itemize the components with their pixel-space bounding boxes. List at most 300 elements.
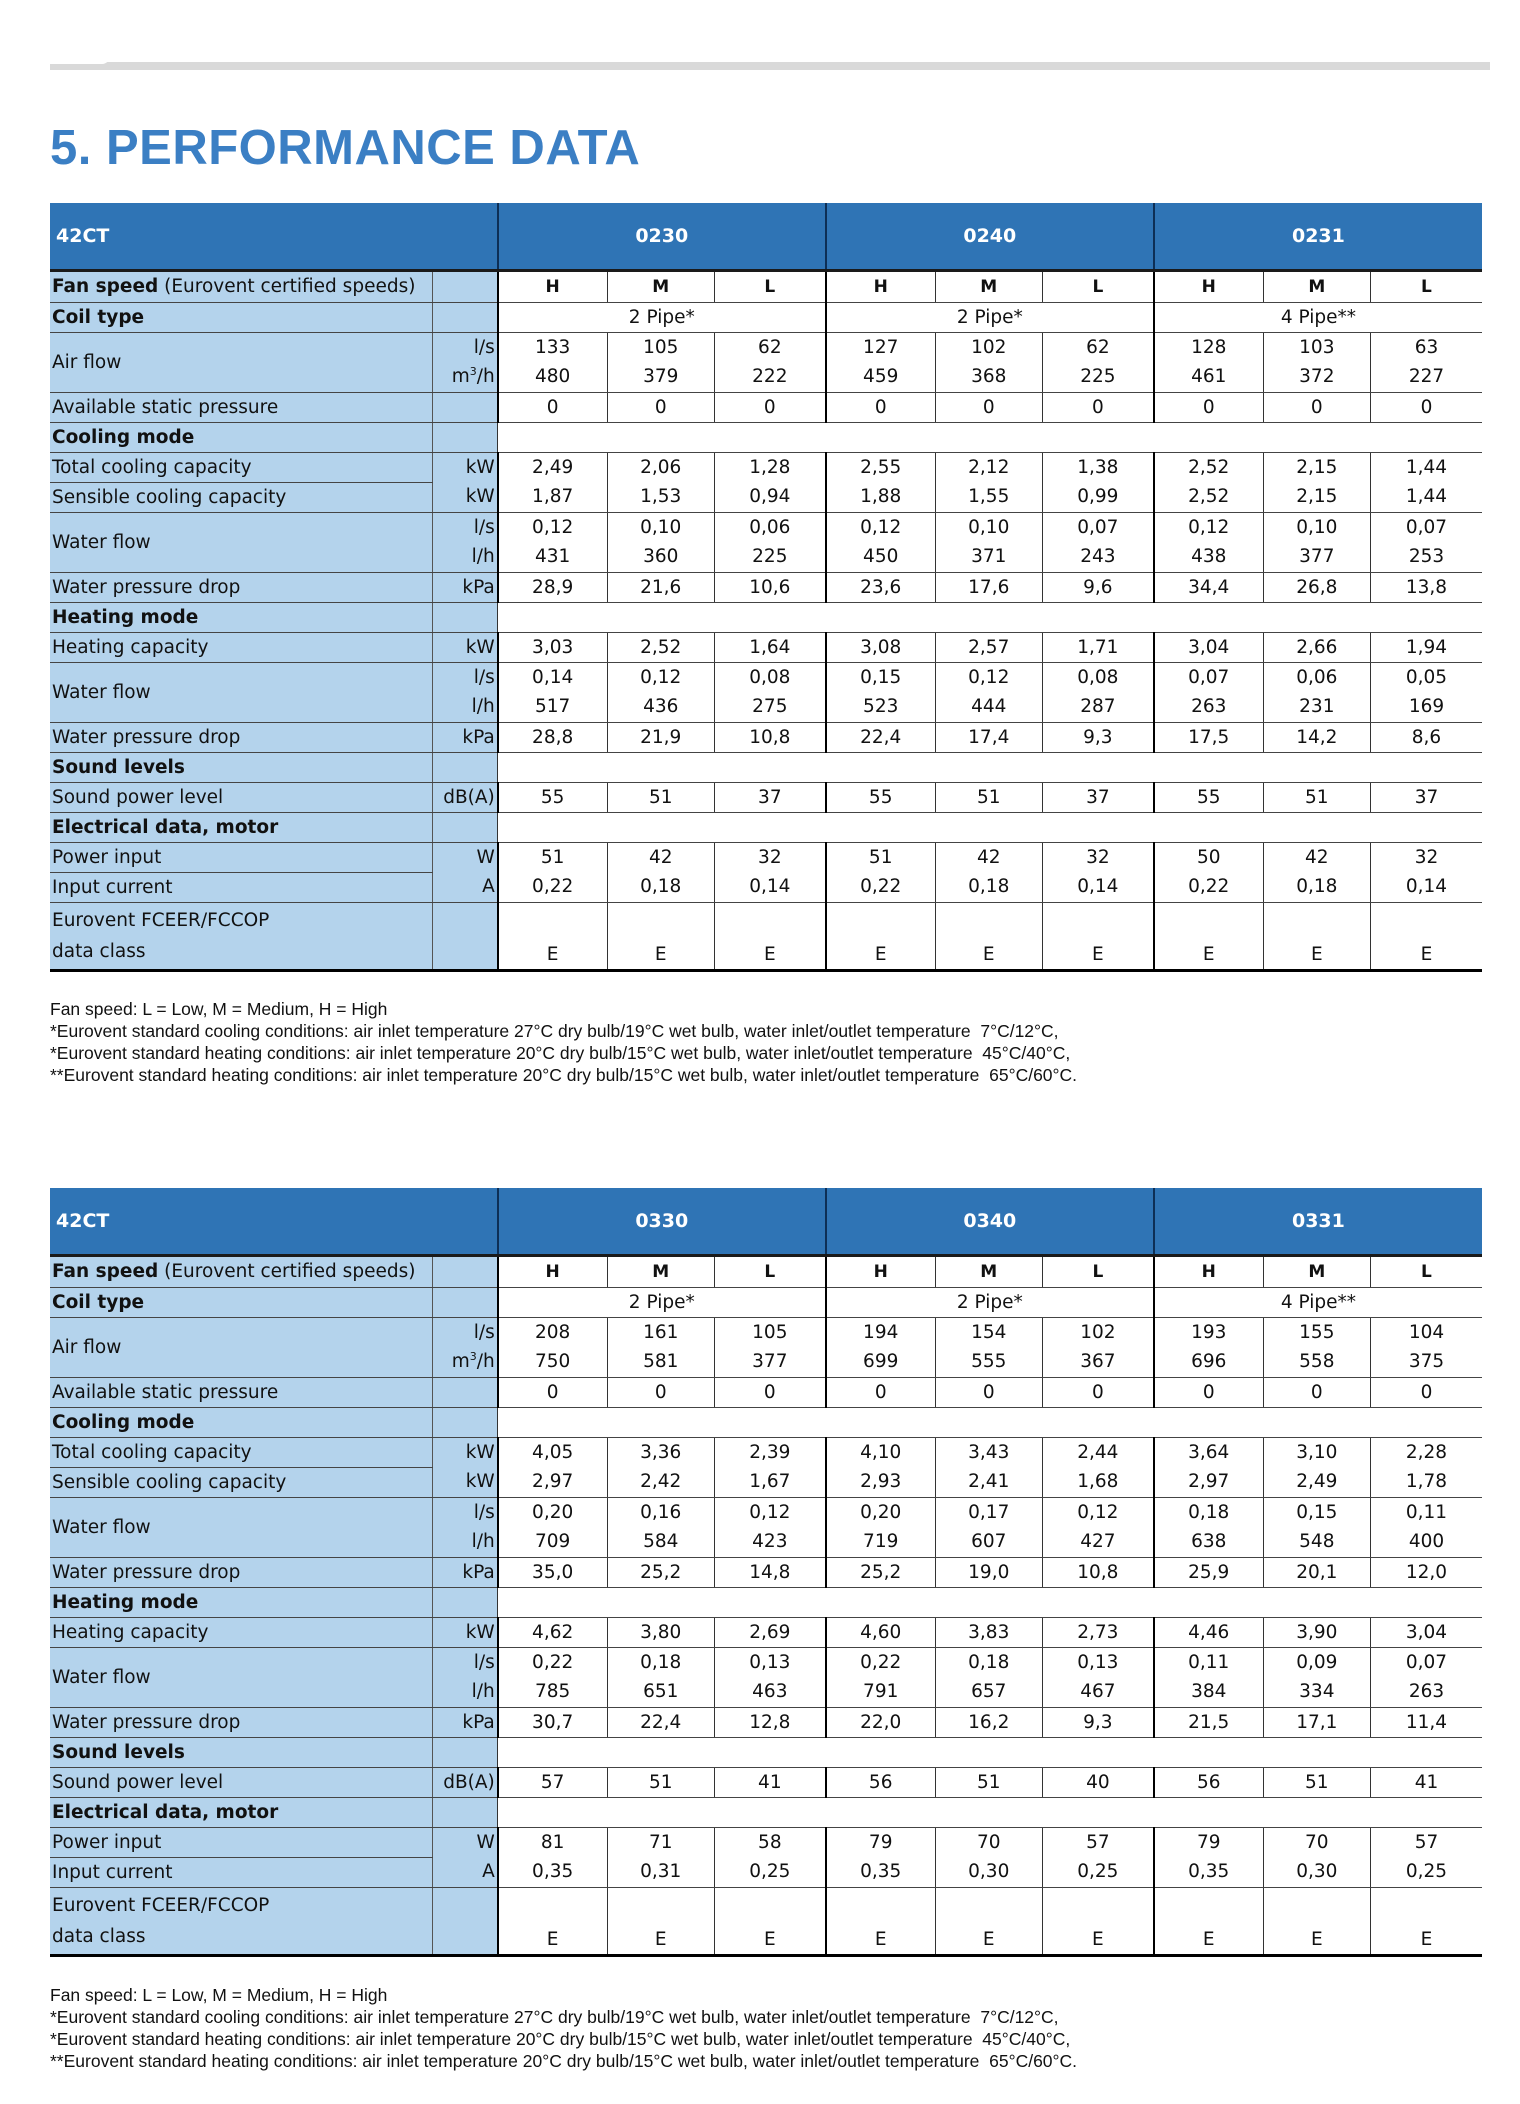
value-cell: 25,9 [1154,1557,1263,1587]
value-cell: 3,08 [826,632,935,662]
value-cell: E [935,1887,1042,1955]
footnotes [50,1984,1077,2072]
unit-cell: W [433,1827,498,1857]
row-label: Total cooling capacity [50,1437,433,1467]
coil-type-cell: 2 Pipe* [826,1287,1154,1317]
value-cell: 0,99 [1042,482,1153,512]
value-cell: 0,35 [826,1857,935,1887]
value-cell: 2,39 [714,1437,825,1467]
unit-cell: dB(A) [433,1767,498,1797]
unit-cell: A [433,872,498,902]
value-cell: 225 [1042,362,1153,392]
unit-cell [433,902,498,970]
performance-table [50,203,1482,972]
unit-cell: l/s [433,1317,498,1347]
value-cell: 696 [1154,1347,1263,1377]
row-label: Fan speed (Eurovent certified speeds) [50,1257,433,1287]
footnote: Fan speed: L = Low, M = Medium, H = High [50,1985,388,2005]
value-cell: 32 [1042,842,1153,872]
unit-cell [433,812,498,842]
value-cell: 0,20 [498,1497,607,1527]
value-cell: 0,30 [1263,1857,1370,1887]
table-row [50,722,1482,752]
value-cell: 0,22 [498,1647,607,1677]
section-label: Sound levels [50,1737,433,1767]
speed-cell: L [1042,272,1153,302]
unit-cell [433,392,498,422]
table-row [50,1437,1482,1467]
value-cell: 62 [1042,332,1153,362]
value-cell: 0,12 [714,1497,825,1527]
unit-cell [433,422,498,452]
section-row [50,422,1482,452]
value-cell: 0,35 [1154,1857,1263,1887]
value-cell: 0,08 [1042,662,1153,692]
unit-cell: l/s [433,1647,498,1677]
row-label: Sensible cooling capacity [50,482,433,512]
value-cell: 0 [1154,1377,1263,1407]
value-cell: E [607,902,714,970]
value-cell: 517 [498,692,607,722]
value-cell: 2,44 [1042,1437,1153,1467]
row-label: Water pressure drop [50,722,433,752]
coil-type-cell: 4 Pipe** [1154,1287,1482,1317]
value-cell: 450 [826,542,935,572]
value-cell: E [1042,1887,1153,1955]
value-cell: 0,17 [935,1497,1042,1527]
value-cell: 0 [826,1377,935,1407]
row-label: Water flow [50,662,433,722]
value-cell: 63 [1370,332,1482,362]
value-cell: 40 [1042,1767,1153,1797]
value-cell: 17,5 [1154,722,1263,752]
value-cell: 21,9 [607,722,714,752]
row-label: Eurovent FCEER/FCCOP data class [50,1887,433,1955]
value-cell: 0,31 [607,1857,714,1887]
row-label: Heating capacity [50,632,433,662]
unit-cell [433,1407,498,1437]
value-cell: 467 [1042,1677,1153,1707]
table-row [50,842,1482,872]
speed-cell: H [826,272,935,302]
unit-cell [433,302,498,332]
speed-cell: H [498,272,607,302]
value-cell: 0 [607,1377,714,1407]
speed-cell: H [1154,272,1263,302]
value-cell: 0 [714,392,825,422]
value-cell: 0,13 [1042,1647,1153,1677]
unit-cell: l/s [433,332,498,362]
value-cell: 3,43 [935,1437,1042,1467]
coil-type-cell: 2 Pipe* [826,302,1154,332]
value-cell: 0,10 [935,512,1042,542]
value-cell: 103 [1263,332,1370,362]
value-cell: 10,6 [714,572,825,602]
value-cell: 0,12 [1154,512,1263,542]
value-cell: 12,8 [714,1707,825,1737]
value-cell: 51 [1263,782,1370,812]
value-cell: 243 [1042,542,1153,572]
table-row [50,572,1482,602]
value-cell: 638 [1154,1527,1263,1557]
row-label: Power input [50,1827,433,1857]
row-label: Water flow [50,512,433,572]
model-header: 0330 [498,1188,826,1254]
value-cell: 375 [1370,1347,1482,1377]
value-cell: 127 [826,332,935,362]
header-rule [50,62,1490,70]
row-label: Water flow [50,1647,433,1707]
value-cell: 2,49 [1263,1467,1370,1497]
value-cell: 2,41 [935,1467,1042,1497]
model-label: 42CT [50,203,498,269]
table-row [50,902,1482,970]
value-cell: 42 [607,842,714,872]
value-cell: 584 [607,1527,714,1557]
value-cell: 70 [1263,1827,1370,1857]
value-cell: 133 [498,332,607,362]
value-cell: 2,28 [1370,1437,1482,1467]
value-cell: 719 [826,1527,935,1557]
unit-cell: $m^3/h$ [433,1347,498,1377]
section-label: Heating mode [50,602,433,632]
value-cell: E [498,1887,607,1955]
value-cell: 1,88 [826,482,935,512]
row-label: Sound power level [50,782,433,812]
section-label: Heating mode [50,1587,433,1617]
value-cell: 0,12 [1042,1497,1153,1527]
coil-type-cell: 2 Pipe* [498,1287,826,1317]
value-cell: 9,3 [1042,722,1153,752]
value-cell: 23,6 [826,572,935,602]
value-cell: 0,94 [714,482,825,512]
value-cell: E [1263,902,1370,970]
empty-cell [498,1797,1482,1827]
speed-cell: M [935,1257,1042,1287]
value-cell: 400 [1370,1527,1482,1557]
unit-cell [433,1797,498,1827]
row-label: Coil type [50,302,433,332]
table-row [50,1707,1482,1737]
value-cell: E [498,902,607,970]
unit-cell: l/h [433,1527,498,1557]
table-row [50,662,1482,692]
value-cell: 50 [1154,842,1263,872]
value-cell: 444 [935,692,1042,722]
value-cell: 26,8 [1263,572,1370,602]
value-cell: 194 [826,1317,935,1347]
coil-type-cell: 2 Pipe* [498,302,826,332]
section-row [50,1407,1482,1437]
value-cell: 0,25 [1370,1857,1482,1887]
unit-cell: kPa [433,722,498,752]
value-cell: 431 [498,542,607,572]
value-cell: 14,2 [1263,722,1370,752]
unit-cell: kW [433,452,498,482]
value-cell: 0,09 [1263,1647,1370,1677]
value-cell: 377 [714,1347,825,1377]
value-cell: E [1370,902,1482,970]
value-cell: 155 [1263,1317,1370,1347]
section-label: Electrical data, motor [50,1797,433,1827]
performance-table [50,1188,1482,1957]
section-row [50,602,1482,632]
value-cell: 2,93 [826,1467,935,1497]
value-cell: 193 [1154,1317,1263,1347]
value-cell: 0 [1370,1377,1482,1407]
value-cell: 0,11 [1154,1647,1263,1677]
value-cell: 4,60 [826,1617,935,1647]
unit-cell [433,1257,498,1287]
value-cell: 225 [714,542,825,572]
value-cell: 0 [1042,392,1153,422]
value-cell: 0,05 [1370,662,1482,692]
value-cell: 0,18 [1154,1497,1263,1527]
value-cell: 32 [714,842,825,872]
footnote: **Eurovent standard heating conditions: air inlet temperature 20°C dry bulb/15°C wet bulb, water inlet/outlet temperature 65°C/60°C. [50,2051,1078,2071]
value-cell: E [1370,1887,1482,1955]
value-cell: 16,2 [935,1707,1042,1737]
value-cell: 55 [826,782,935,812]
value-cell: 785 [498,1677,607,1707]
value-cell: 368 [935,362,1042,392]
value-cell: E [714,1887,825,1955]
value-cell: 9,3 [1042,1707,1153,1737]
value-cell: 37 [1370,782,1482,812]
model-header: 0331 [1154,1188,1482,1254]
unit-cell [433,1287,498,1317]
unit-cell: kW [433,1617,498,1647]
value-cell: 0,22 [498,872,607,902]
row-label: Available static pressure [50,392,433,422]
value-cell: 161 [607,1317,714,1347]
value-cell: 709 [498,1527,607,1557]
speed-cell: M [607,272,714,302]
value-cell: E [1263,1887,1370,1955]
value-cell: 2,52 [1154,452,1263,482]
value-cell: 0,13 [714,1647,825,1677]
value-cell: 1,71 [1042,632,1153,662]
table-row [50,872,1482,902]
value-cell: 253 [1370,542,1482,572]
model-header: 0230 [498,203,826,269]
value-cell: 28,9 [498,572,607,602]
unit-cell: l/h [433,692,498,722]
model-header: 0231 [1154,203,1482,269]
value-cell: 10,8 [1042,1557,1153,1587]
table-header [50,203,1482,269]
section-row [50,1737,1482,1767]
value-cell: 0,14 [714,872,825,902]
value-cell: E [1042,902,1153,970]
value-cell: E [1154,1887,1263,1955]
unit-cell [433,1377,498,1407]
value-cell: 461 [1154,362,1263,392]
value-cell: 102 [935,332,1042,362]
speed-cell: M [1263,1257,1370,1287]
value-cell: 231 [1263,692,1370,722]
table-row [50,302,1482,332]
value-cell: 1,44 [1370,482,1482,512]
value-cell: 17,4 [935,722,1042,752]
row-label: Sensible cooling capacity [50,1467,433,1497]
value-cell: 2,15 [1263,482,1370,512]
model-header: 0240 [826,203,1154,269]
speed-cell: L [714,272,825,302]
unit-cell: kPa [433,1707,498,1737]
value-cell: 57 [498,1767,607,1797]
value-cell: 0,14 [1042,872,1153,902]
value-cell: 42 [935,842,1042,872]
value-cell: 3,04 [1154,632,1263,662]
value-cell: 367 [1042,1347,1153,1377]
footnote: *Eurovent standard heating conditions: air inlet temperature 20°C dry bulb/15°C wet bulb, water inlet/outlet temperature 45°C/40°C, [50,1043,1071,1063]
unit-cell: $m^3/h$ [433,362,498,392]
value-cell: 104 [1370,1317,1482,1347]
empty-cell [498,422,1482,452]
value-cell: 0 [935,1377,1042,1407]
value-cell: 371 [935,542,1042,572]
value-cell: 3,90 [1263,1617,1370,1647]
value-cell: 436 [607,692,714,722]
model-label: 42CT [50,1188,498,1254]
value-cell: 0 [714,1377,825,1407]
speed-cell: H [1154,1257,1263,1287]
value-cell: 8,6 [1370,722,1482,752]
unit-cell: kPa [433,1557,498,1587]
value-cell: 0,22 [1154,872,1263,902]
table-header [50,1188,1482,1254]
section-label: Electrical data, motor [50,812,433,842]
value-cell: 55 [498,782,607,812]
row-label: Coil type [50,1287,433,1317]
value-cell: 0 [607,392,714,422]
value-cell: 4,46 [1154,1617,1263,1647]
value-cell: 51 [935,1767,1042,1797]
value-cell: 21,6 [607,572,714,602]
value-cell: 750 [498,1347,607,1377]
value-cell: 4,62 [498,1617,607,1647]
value-cell: 51 [607,782,714,812]
speed-cell: H [498,1257,607,1287]
value-cell: 0,18 [607,872,714,902]
page-title: 5. PERFORMANCE DATA [50,121,641,175]
row-label: Input current [50,1857,433,1887]
speed-cell: L [1370,272,1482,302]
value-cell: 0,06 [1263,662,1370,692]
value-cell: 81 [498,1827,607,1857]
row-label: Water flow [50,1497,433,1557]
value-cell: 0 [935,392,1042,422]
speed-cell: L [714,1257,825,1287]
speed-cell: M [1263,272,1370,302]
table-row [50,1767,1482,1797]
speed-cell: L [1370,1257,1482,1287]
unit-cell [433,1737,498,1767]
row-label: Input current [50,872,433,902]
value-cell: 0,06 [714,512,825,542]
value-cell: E [607,1887,714,1955]
value-cell: 334 [1263,1677,1370,1707]
value-cell: 17,6 [935,572,1042,602]
table-row [50,392,1482,422]
table-row [50,512,1482,542]
unit-cell [433,602,498,632]
value-cell: 523 [826,692,935,722]
unit-cell: dB(A) [433,782,498,812]
value-cell: 22,4 [607,1707,714,1737]
value-cell: 360 [607,542,714,572]
empty-cell [498,602,1482,632]
value-cell: 128 [1154,332,1263,362]
table-row [50,632,1482,662]
value-cell: 1,64 [714,632,825,662]
value-cell: 3,04 [1370,1617,1482,1647]
value-cell: 37 [714,782,825,812]
value-cell: 699 [826,1347,935,1377]
value-cell: 438 [1154,542,1263,572]
value-cell: 1,94 [1370,632,1482,662]
value-cell: 651 [607,1677,714,1707]
value-cell: 3,03 [498,632,607,662]
value-cell: 2,55 [826,452,935,482]
value-cell: 62 [714,332,825,362]
value-cell: 0 [826,392,935,422]
value-cell: 1,87 [498,482,607,512]
value-cell: 79 [826,1827,935,1857]
value-cell: 2,69 [714,1617,825,1647]
value-cell: 25,2 [607,1557,714,1587]
row-label: Power input [50,842,433,872]
value-cell: 3,80 [607,1617,714,1647]
value-cell: 0,11 [1370,1497,1482,1527]
value-cell: 2,52 [1154,482,1263,512]
value-cell: 3,83 [935,1617,1042,1647]
value-cell: 71 [607,1827,714,1857]
value-cell: 0,18 [935,1647,1042,1677]
value-cell: 0,18 [607,1647,714,1677]
value-cell: 0,07 [1370,1647,1482,1677]
value-cell: 58 [714,1827,825,1857]
value-cell: 154 [935,1317,1042,1347]
value-cell: 37 [1042,782,1153,812]
row-label: Sound power level [50,1767,433,1797]
footnote: *Eurovent standard cooling conditions: air inlet temperature 27°C dry bulb/19°C wet bulb, water inlet/outlet temperature 7°C/12°C, [50,1021,1059,1041]
value-cell: 56 [1154,1767,1263,1797]
speed-cell: L [1042,1257,1153,1287]
unit-cell: kW [433,1437,498,1467]
value-cell: 0,22 [826,1647,935,1677]
footnote: *Eurovent standard heating conditions: air inlet temperature 20°C dry bulb/15°C wet bulb, water inlet/outlet temperature 45°C/40°C, [50,2029,1071,2049]
value-cell: 12,0 [1370,1557,1482,1587]
value-cell: 423 [714,1527,825,1557]
value-cell: 51 [607,1767,714,1797]
value-cell: 2,57 [935,632,1042,662]
unit-cell: kW [433,1467,498,1497]
table-row [50,1857,1482,1887]
unit-cell: W [433,842,498,872]
value-cell: 22,4 [826,722,935,752]
unit-cell [433,1587,498,1617]
table-row [50,1317,1482,1347]
footnote: *Eurovent standard cooling conditions: air inlet temperature 27°C dry bulb/19°C wet bulb, water inlet/outlet temperature 7°C/12°C, [50,2007,1059,2027]
value-cell: E [826,1887,935,1955]
value-cell: 2,66 [1263,632,1370,662]
section-label: Cooling mode [50,1407,433,1437]
value-cell: 79 [1154,1827,1263,1857]
table-row [50,782,1482,812]
value-cell: 0,10 [1263,512,1370,542]
